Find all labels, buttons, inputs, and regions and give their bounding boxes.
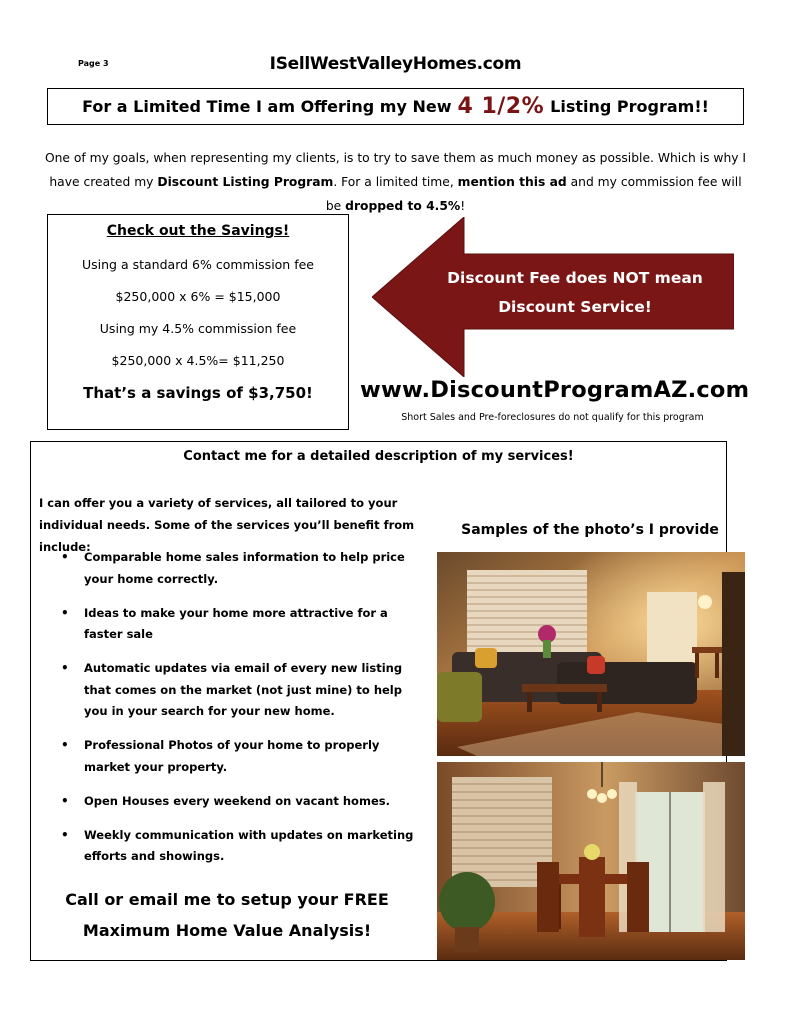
arrow-line-1: Discount Fee does NOT mean <box>447 269 703 287</box>
intro-text-3: and my commission fee will be <box>325 175 742 213</box>
living-room-illustration <box>437 552 745 756</box>
call-to-action <box>40 884 414 946</box>
samples-title: Samples of the photo’s I provide <box>461 522 719 538</box>
savings-standard-calc: $250,000 x 6% = $15,000 <box>115 289 281 304</box>
intro-bold-program: Discount Listing Program <box>157 175 334 189</box>
services-title: Contact me for a detailed description of my services! <box>183 449 574 464</box>
intro-text-1: One of my goals, when representing my clients, is to try to save them as much money as possible. Which is why I have created my <box>44 151 747 189</box>
page-number: Page 3 <box>78 59 109 68</box>
living-room-photo <box>437 552 745 756</box>
services-intro: I can offer you a variety of services, all tailored to your individual needs. Some of the services you’ll benefit from include: <box>39 496 415 554</box>
cta-line-1: Call or email me to setup your FREE <box>65 890 389 909</box>
savings-discount-calc: $250,000 x 4.5%= $11,250 <box>111 353 285 368</box>
savings-discount-label: Using my 4.5% commission fee <box>99 321 297 336</box>
cta-line-2: Maximum Home Value Analysis! <box>82 921 372 940</box>
offer-rate: 4 1/2% <box>457 94 545 119</box>
savings-standard-label: Using a standard 6% commission fee <box>82 257 314 272</box>
services-list <box>59 547 429 880</box>
savings-box <box>47 214 349 430</box>
program-note: Short Sales and Pre-foreclosures do not qualify for this program <box>401 412 704 423</box>
list-item: • Weekly communication with updates on marketing efforts and showings. <box>59 825 429 868</box>
dining-room-illustration <box>437 762 745 960</box>
doorway <box>722 572 745 756</box>
offer-text-before: For a Limited Time I am Offering my New <box>82 97 452 116</box>
list-item: • Ideas to make your home more attractive for a faster sale <box>59 603 429 646</box>
offer-text-after: Listing Program!! <box>550 97 709 116</box>
list-item: • Comparable home sales information to help price your home correctly. <box>59 547 429 590</box>
program-url[interactable]: www.DiscountProgramAZ.com <box>360 377 750 403</box>
savings-total: That’s a savings of $3,750! <box>83 384 313 402</box>
arrow-message <box>430 264 720 322</box>
dining-room-photo <box>437 762 745 960</box>
intro-text-2: . For a limited time, <box>333 175 458 189</box>
intro-paragraph <box>40 146 751 218</box>
arrow-line-2: Discount Service! <box>498 298 652 316</box>
savings-title: Check out the Savings! <box>106 223 290 239</box>
site-title: ISellWestValleyHomes.com <box>269 54 522 74</box>
list-item: • Open Houses every weekend on vacant homes. <box>59 791 429 813</box>
list-item: • Professional Photos of your home to properly market your property. <box>59 735 429 778</box>
offer-banner <box>47 88 744 125</box>
intro-bold-rate: dropped to 4.5% <box>345 199 461 213</box>
list-item: • Automatic updates via email of every new listing that comes on the market (not just mine) to help you in your search for your new home. <box>59 658 429 723</box>
intro-bold-mention: mention this ad <box>457 175 567 189</box>
intro-text-4: ! <box>460 199 466 213</box>
